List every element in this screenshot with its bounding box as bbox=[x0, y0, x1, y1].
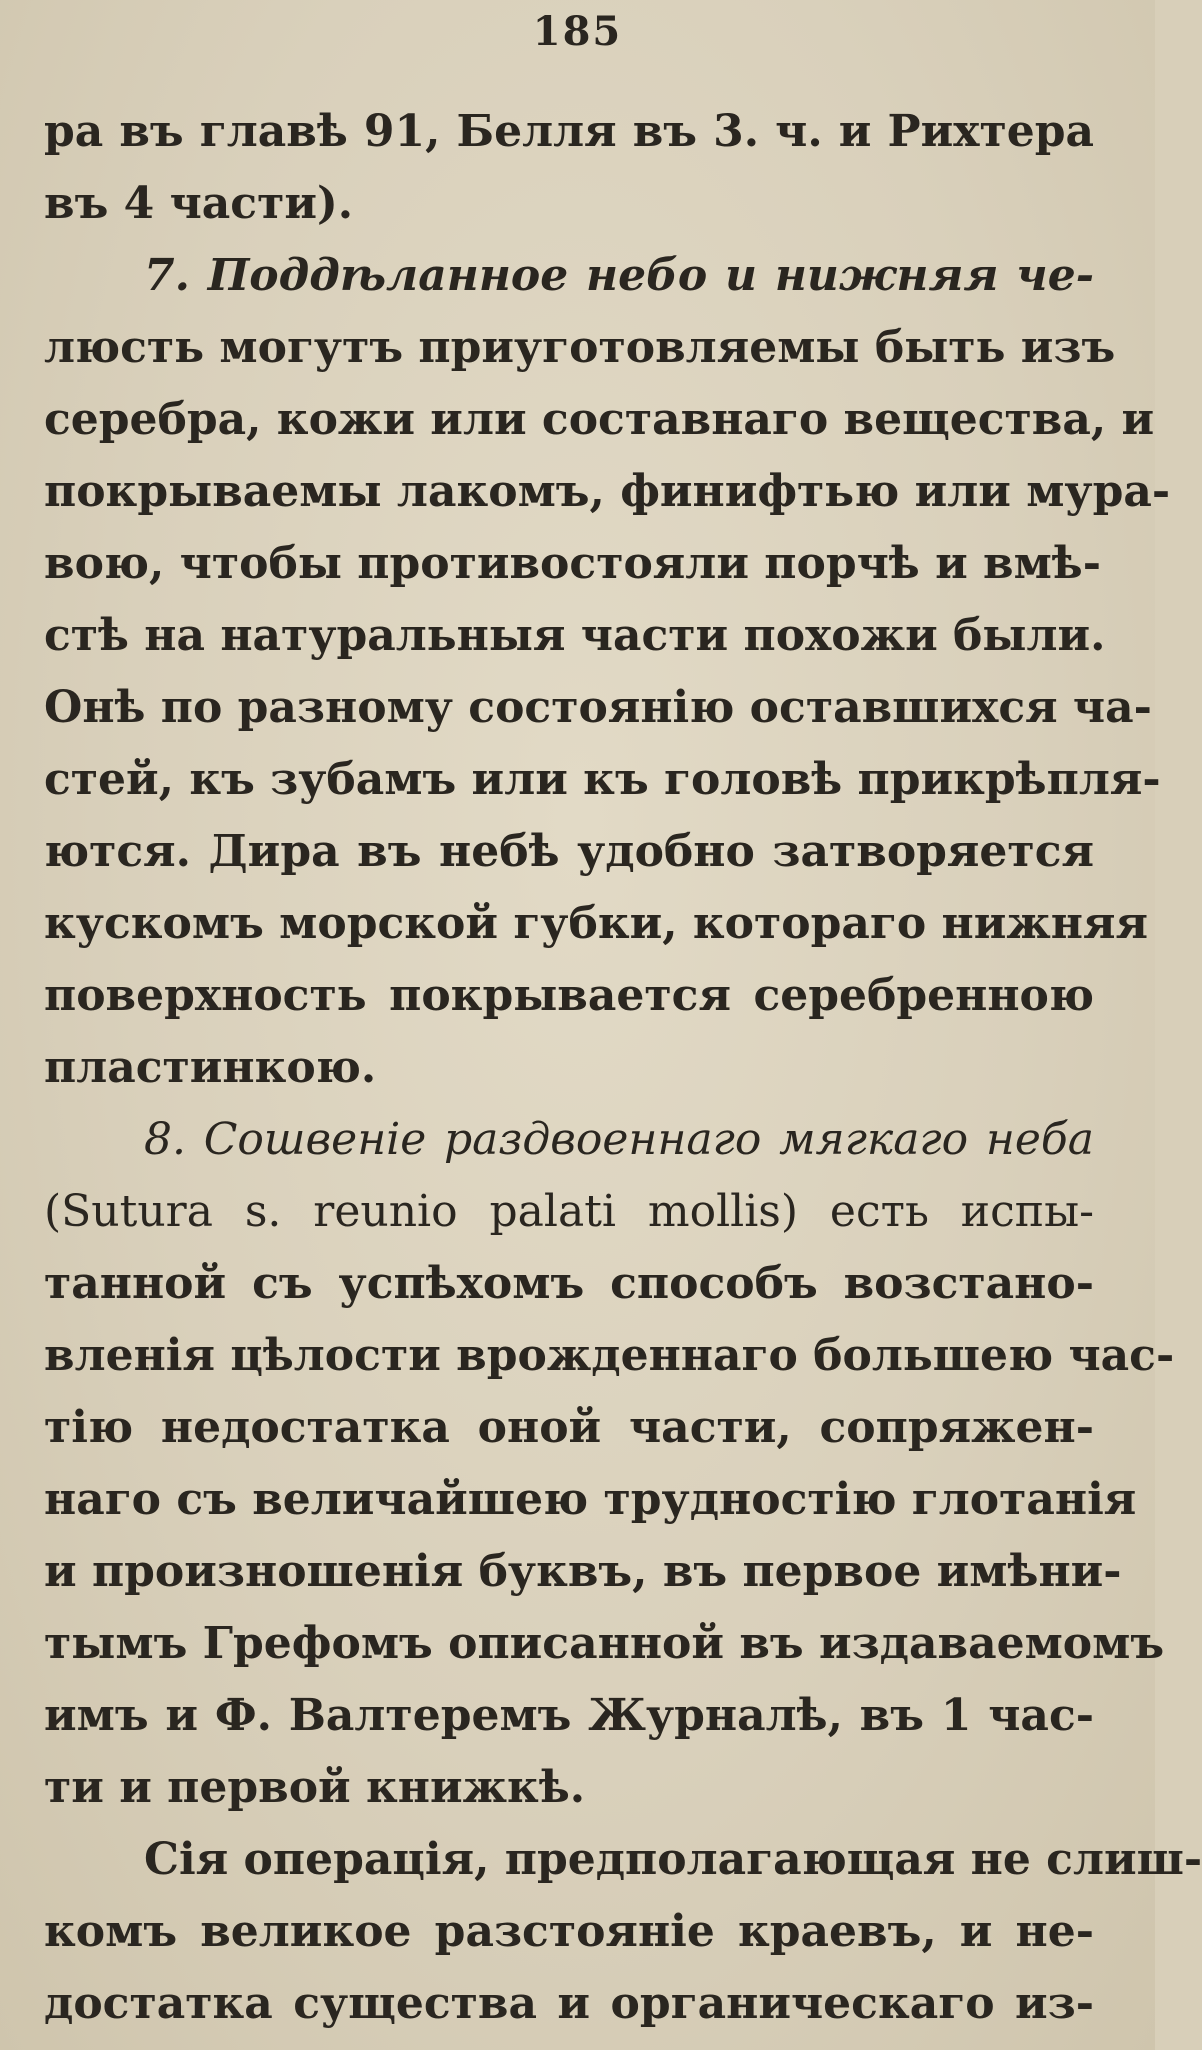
text-line: достатка существа и органическаго из- bbox=[44, 1978, 1094, 2029]
text-line: въ 4 части). bbox=[44, 178, 354, 229]
text-line: тымъ Грефомъ описанной въ издаваемомъ bbox=[44, 1618, 1165, 1669]
text-line-heading: 8. Сошвеніе раздвоеннаго мягкаго неба bbox=[144, 1114, 1094, 1165]
text-line: и произношенія буквъ, въ первое имѣни- bbox=[44, 1546, 1122, 1597]
text-line: (Sutura s. reunio palati mollis) есть испы- bbox=[44, 1186, 1094, 1237]
text-line: пластинкою. bbox=[44, 1042, 377, 1093]
text-line: серебра, кожи или составнаго вещества, и bbox=[44, 394, 1155, 445]
text-line: танной съ успѣхомъ способъ возстано- bbox=[44, 1258, 1094, 1309]
text-line: комъ великое разстояніе краевъ, и не- bbox=[44, 1906, 1094, 1957]
text-line: поверхность покрывается серебренною bbox=[44, 970, 1094, 1021]
text-line: наго съ величайшею трудностію глотанія bbox=[44, 1474, 1137, 1525]
text-line: люсть могутъ приуготовляемы быть изъ bbox=[44, 322, 1116, 373]
text-line-heading: 7. Поддѣланное небо и нижняя че- bbox=[144, 250, 1094, 301]
text-line: Онѣ по разному состоянію оставшихся ча- bbox=[44, 682, 1152, 733]
text-line: ются. Дира въ небѣ удобно затворяется bbox=[44, 826, 1094, 877]
text-line: ра въ главѣ 91, Белля въ 3. ч. и Рихтера bbox=[44, 106, 1094, 157]
text-line: стей, къ зубамъ или къ головѣ прикрѣпля- bbox=[44, 754, 1161, 805]
text-line: вленія цѣлости врожденнаго большею час- bbox=[44, 1330, 1175, 1381]
text-line: кускомъ морской губки, котораго нижняя bbox=[44, 898, 1148, 949]
text-line: имъ и Ф. Валтеремъ Журналѣ, въ 1 час- bbox=[44, 1690, 1094, 1741]
text-line: тію недостатка оной части, сопряжен- bbox=[44, 1402, 1094, 1453]
text-line: стѣ на натуральныя части похожи были. bbox=[44, 610, 1106, 661]
text-line: Сія операція, предполагающая не слиш- bbox=[144, 1834, 1202, 1885]
page-number: 185 bbox=[532, 8, 623, 55]
text-line: вою, чтобы противостояли порчѣ и вмѣ- bbox=[44, 538, 1102, 589]
text-line: ти и первой книжкѣ. bbox=[44, 1762, 586, 1813]
body-text bbox=[44, 96, 1202, 2040]
text-line: покрываемы лакомъ, финифтью или мура- bbox=[44, 466, 1171, 517]
